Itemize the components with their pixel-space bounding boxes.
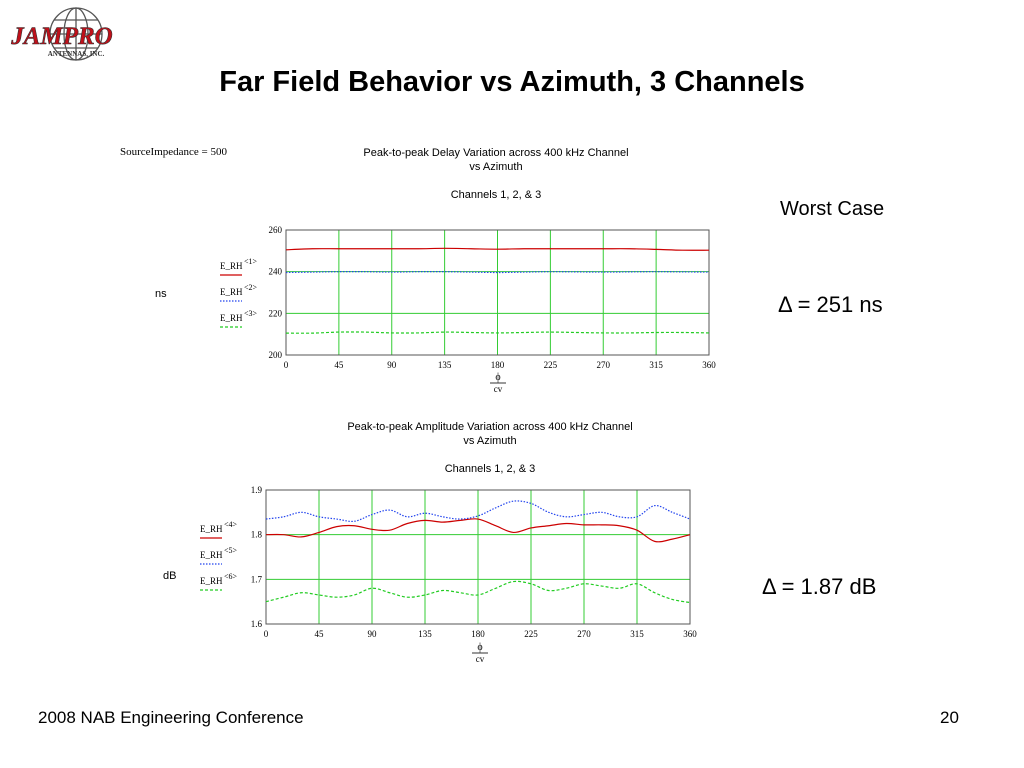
legend-superscript: <5> [224, 546, 238, 555]
chart1-title-line4: Channels 1, 2, & 3 [450, 189, 542, 201]
y-tick-label: 260 [268, 225, 282, 235]
y-tick-label: 200 [268, 350, 282, 360]
chart2-title-line1: Peak-to-peak Amplitude Variation across 400 kHz Channel [347, 421, 633, 433]
legend-label: E_RH [200, 576, 223, 586]
y-tick-label: 240 [268, 266, 282, 277]
slide-title: Far Field Behavior vs Azimuth, 3 Channels [219, 66, 805, 98]
x-tick-label: 135 [437, 360, 452, 370]
x-tick-label: 225 [524, 629, 538, 639]
x-label-numerator: ϕ [477, 642, 483, 653]
logo-text: JAMPRO [11, 23, 113, 50]
x-tick-label: 0 [263, 629, 269, 639]
footer-conference: 2008 NAB Engineering Conference [38, 708, 304, 727]
amplitude-delta: Δ = 1.87 dB [762, 574, 877, 599]
x-tick-label: 0 [283, 360, 289, 370]
delay-delta: Δ = 251 ns [778, 292, 883, 317]
x-tick-label: 225 [543, 360, 558, 370]
x-tick-label: 315 [630, 629, 644, 639]
legend-label: E_RH [200, 524, 223, 534]
x-tick-label: 270 [596, 360, 610, 370]
x-tick-label: 360 [683, 629, 697, 639]
y-tick-label: 1.7 [250, 574, 262, 585]
x-tick-label: 45 [334, 360, 344, 370]
source-impedance: SourceImpedance = 500 [120, 146, 227, 158]
y-tick-label: 1.9 [250, 485, 262, 495]
legend-superscript: <6> [224, 572, 238, 581]
legend-label: E_RH [200, 550, 223, 560]
y-tick-label: 1.8 [250, 529, 262, 540]
legend-superscript: <2> [244, 283, 258, 292]
legend-label: E_RH [220, 261, 243, 271]
logo-subtext: ANTENNAS, INC. [47, 50, 105, 58]
x-tick-label: 360 [702, 360, 716, 370]
chart2-title-line2: vs Azimuth [463, 435, 517, 447]
x-tick-label: 180 [471, 629, 485, 639]
x-tick-label: 45 [314, 629, 324, 639]
legend-superscript: <3> [244, 309, 258, 318]
y-tick-label: 1.6 [250, 619, 262, 629]
footer-page-number: 20 [940, 708, 959, 727]
chart2-ylabel: dB [163, 570, 177, 582]
legend-label: E_RH [220, 287, 243, 297]
legend-label: E_RH [220, 313, 243, 323]
delay-chart [220, 225, 716, 394]
x-label-denominator: cv [493, 384, 503, 394]
legend-superscript: <4> [224, 520, 238, 529]
amplitude-chart [200, 485, 697, 664]
chart1-title-line2: vs Azimuth [469, 161, 523, 173]
chart1-ylabel: ns [155, 288, 167, 300]
x-tick-label: 90 [367, 629, 377, 639]
chart1-title-line1: Peak-to-peak Delay Variation across 400 kHz Channel [363, 147, 629, 159]
x-tick-label: 90 [387, 360, 397, 370]
legend-superscript: <1> [244, 257, 258, 266]
x-tick-label: 180 [490, 360, 505, 370]
x-label-numerator: ϕ [495, 372, 501, 383]
x-tick-label: 135 [418, 629, 432, 639]
x-label-denominator: cv [475, 654, 485, 664]
y-tick-label: 220 [268, 308, 282, 319]
x-tick-label: 270 [577, 629, 591, 639]
worst-case-label: Worst Case [780, 198, 885, 220]
chart2-title-line4: Channels 1, 2, & 3 [444, 463, 536, 475]
x-tick-label: 315 [649, 360, 663, 370]
